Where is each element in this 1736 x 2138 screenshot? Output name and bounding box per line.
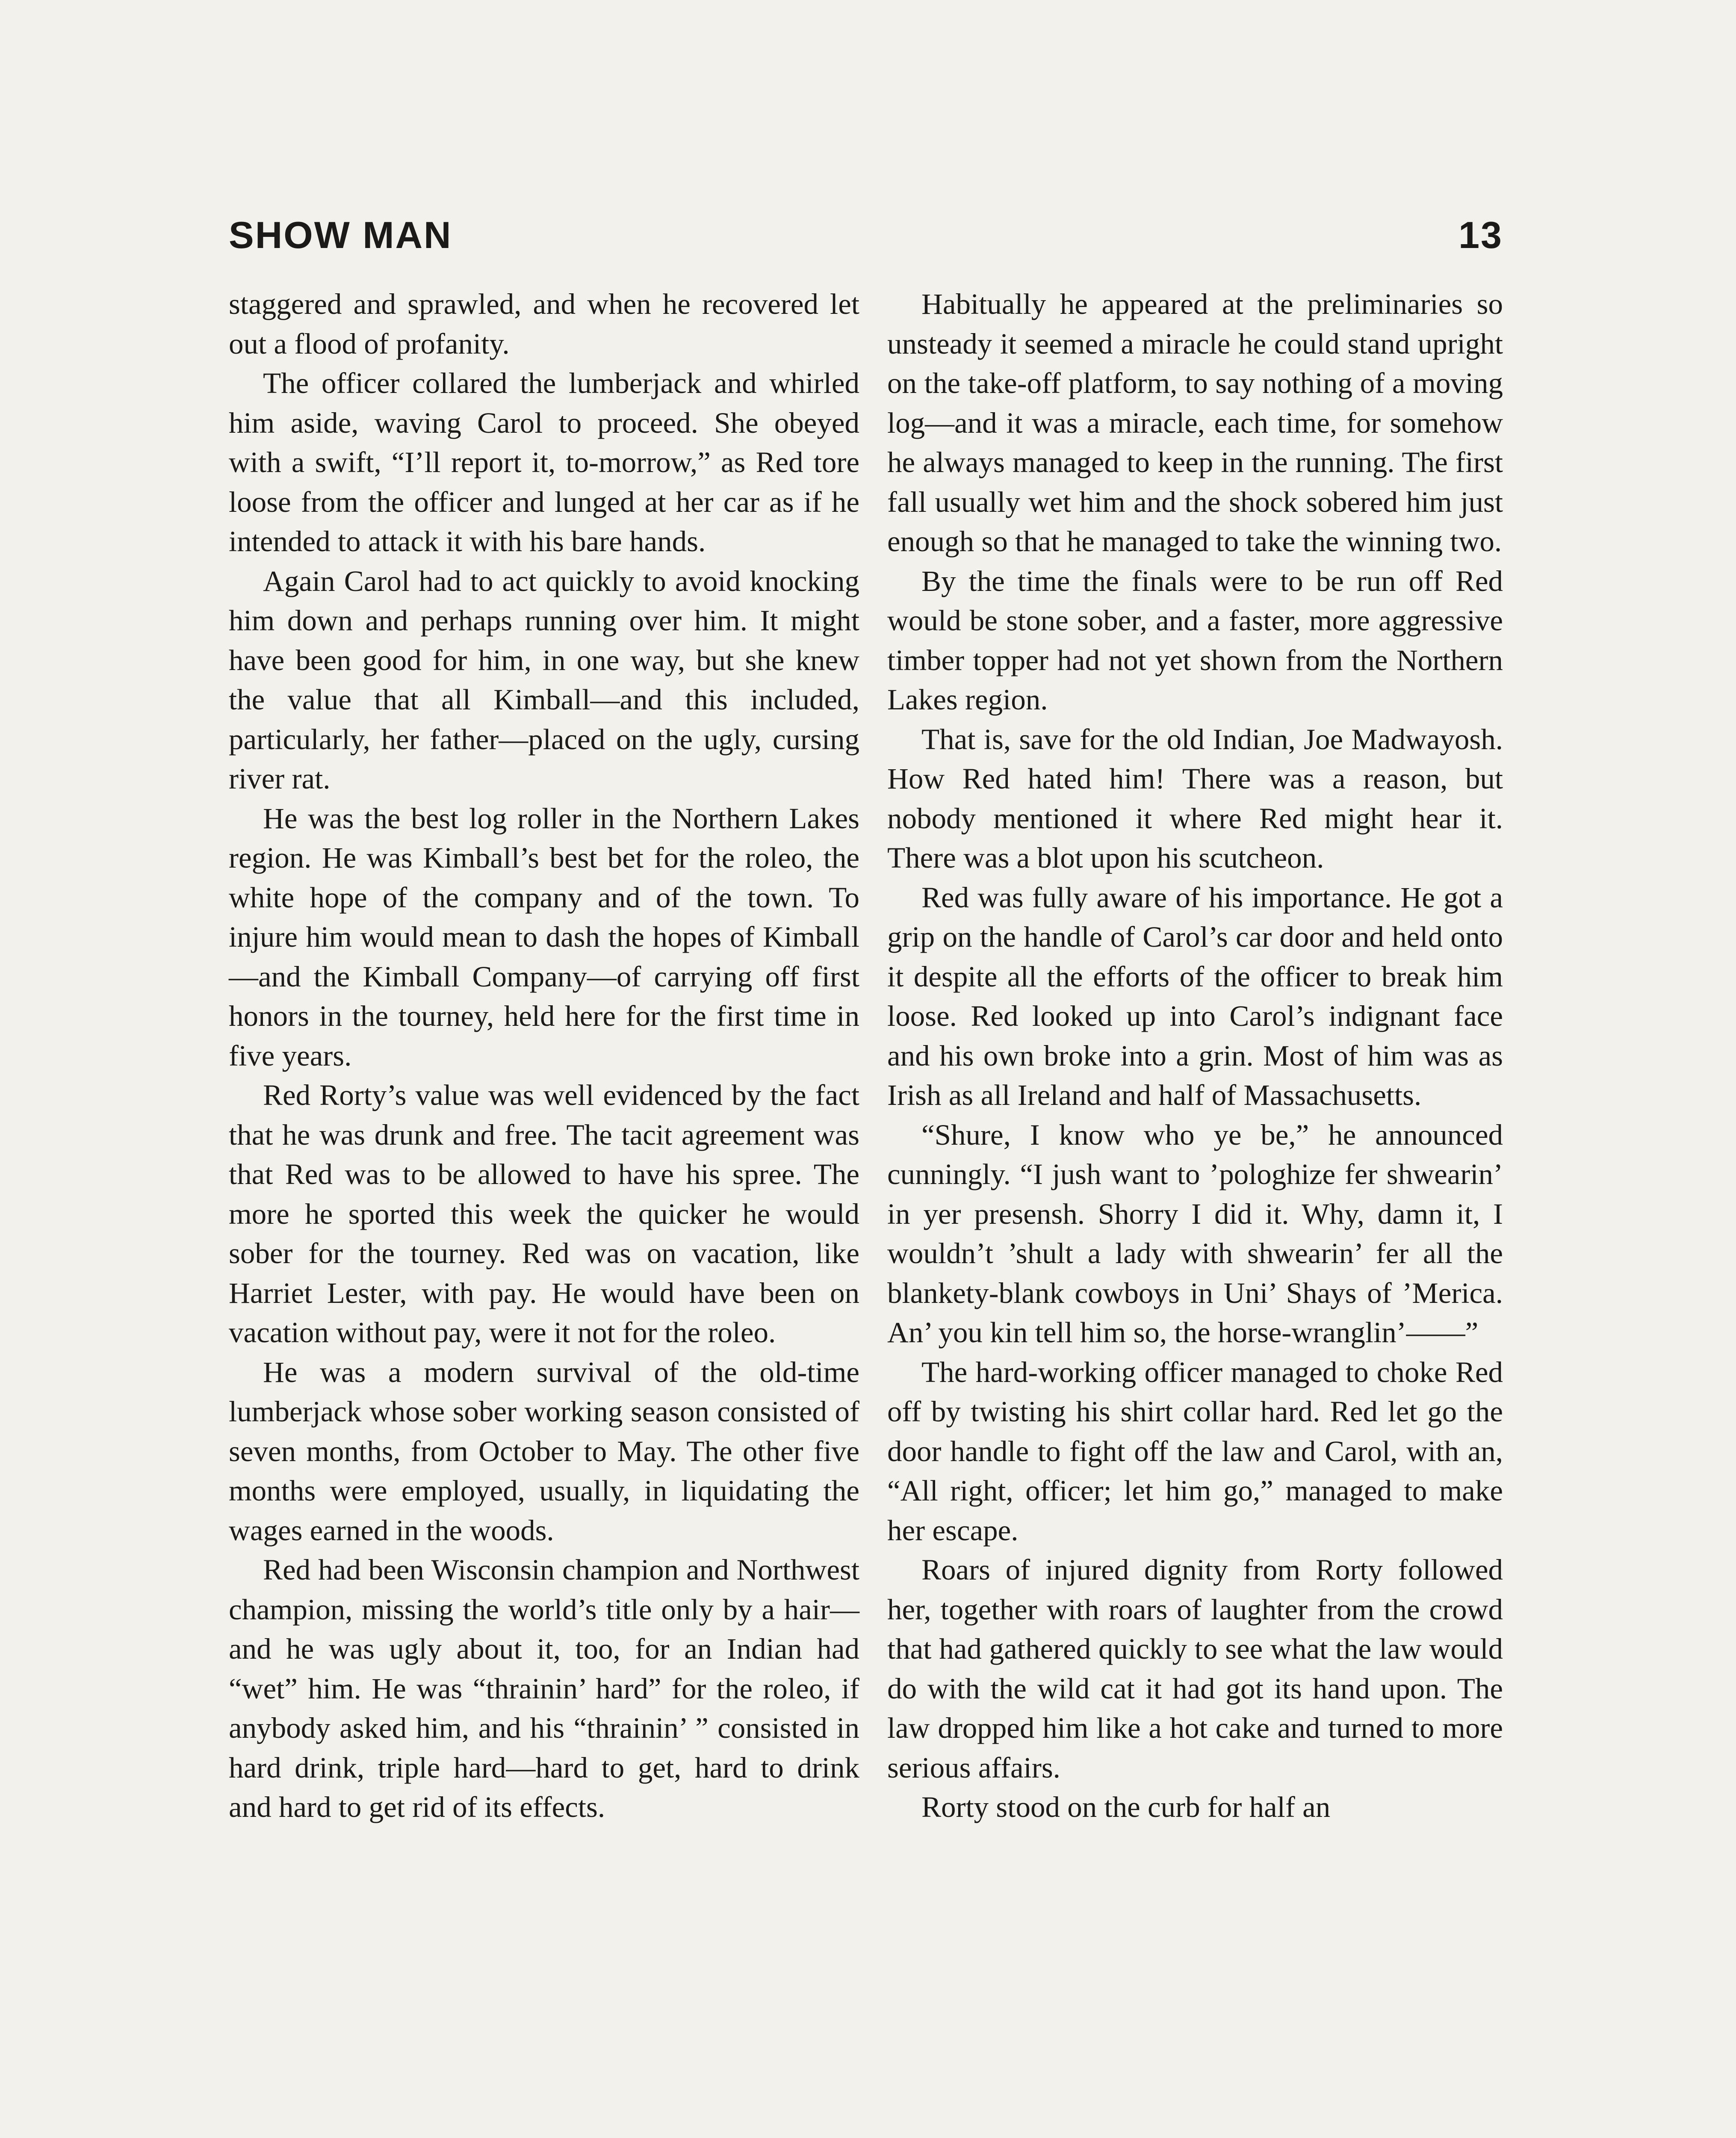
paragraph: Roars of injured dignity from Rorty followed her, together with roars of laughter from the crowd that had gathered quickly to see what the law would do with the wild cat it had got its hand upon. The law dropped him like a hot cake and turned to more serious affairs. (887, 1553, 1503, 1784)
paragraph: The hard-working officer managed to choke Red off by twisting his shirt collar hard. Red let go the door handle to fight off the law and Carol, with an, “All right, officer; let him go,” managed to make her escape. (887, 1355, 1503, 1547)
paragraph: Red had been Wisconsin champion and Northwest champion, missing the world’s title only by a hair—and he was ugly about it, too, for an Indian had “wet” him. He was “thrainin’ hard” for the roleo, if anybody asked him, and his “thrainin’ ” consisted in hard drink, triple hard—hard to get, hard to drink and hard to get rid of its effects. (229, 1553, 859, 1823)
paragraph: By the time the finals were to be run off Red would be stone sober, and a faster, more aggressive timber topper had not yet shown from the Northern Lakes region. (887, 564, 1503, 716)
page-number: 13 (1458, 214, 1503, 256)
paragraph: That is, save for the old Indian, Joe Madwayosh. How Red hated him! There was a reason, but nobody mentioned it where Red might hear it. There was a blot upon his scutcheon. (887, 723, 1503, 874)
paragraph: Rorty stood on the curb for half an (921, 1791, 1331, 1823)
paragraph: Red Rorty’s value was well evidenced by the fact that he was drunk and free. The tacit agreement was that Red was to be allowed to have his spree. The more he sported this week the quicker he would sober for the tourney. Red was on vacation, like Harriet Lester, with pay. He would have been on vacation without pay, were it not for the roleo. (229, 1079, 859, 1349)
paragraph: Red was fully aware of his importance. He got a grip on the handle of Carol’s car door and held onto it despite all the efforts of the officer to break him loose. Red looked up into Carol’s indignant face and his own broke into a grin. Most of him was as Irish as all Ireland and half of Massachusetts. (887, 881, 1503, 1111)
left-column (229, 284, 859, 1827)
page-header (229, 212, 1503, 259)
running-title: SHOW MAN (229, 214, 452, 256)
paragraph: Habitually he appeared at the preliminaries so unsteady it seemed a miracle he could stand upright on the take-off platform, to say nothing of a moving log—and it was a miracle, each time, for somehow he always managed to keep in the running. The first fall usually wet him and the shock sobered him just enough so that he managed to take the winning two. (887, 288, 1503, 558)
right-column (887, 284, 1503, 1827)
paragraph: “Shure, I know who ye be,” he announced cunningly. “I jush want to ’pologhize fer shwearin’ in yer presensh. Shorry I did it. Why, damn it, I wouldn’t ’shult a lady with shwearin’ fer all the blankety-blank cowboys in Uni’ Shays of ’Merica. An’ you kin tell him so, the horse-wranglin’——” (887, 1118, 1503, 1349)
paragraph: He was the best log roller in the Northern Lakes region. He was Kimball’s best bet for the roleo, the white hope of the company and of the town. To injure him would mean to dash the hopes of Kimball—and the Kimball Company—of carrying off first honors in the tourney, held here for the first time in five years. (229, 802, 859, 1072)
paragraph: Again Carol had to act quickly to avoid knocking him down and perhaps running over him. It might have been good for him, in one way, but she knew the value that all Kimball—and this included, particularly, her father—placed on the ugly, cursing river rat. (229, 564, 859, 795)
paragraph: The officer collared the lumberjack and whirled him aside, waving Carol to proceed. She obeyed with a swift, “I’ll report it, to-morrow,” as Red tore loose from the officer and lunged at her car as if he intended to attack it with his bare hands. (229, 367, 859, 558)
paragraph: He was a modern survival of the old-time lumberjack whose sober working season consisted of seven months, from October to May. The other five months were employed, usually, in liquidating the wages earned in the woods. (229, 1355, 859, 1547)
paragraph: staggered and sprawled, and when he recovered let out a flood of profanity. (229, 288, 859, 360)
